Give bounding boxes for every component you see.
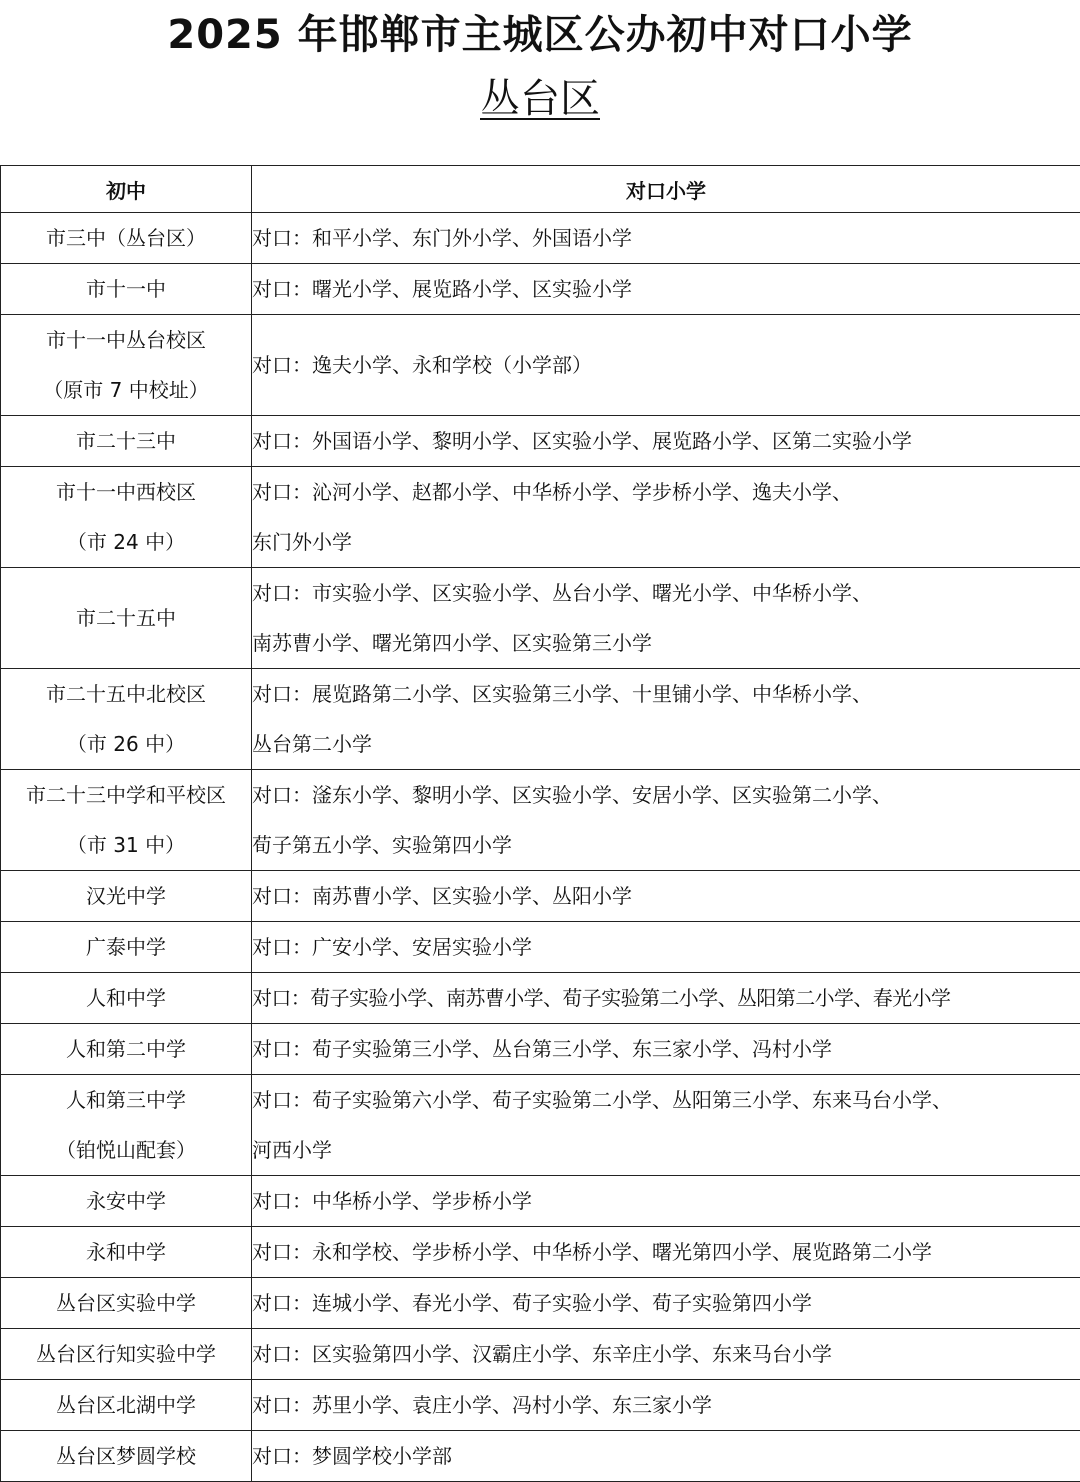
targets-text: 对口：沁河小学、赵都小学、中华桥小学、学步桥小学、逸夫小学、 [252, 467, 1080, 517]
table-row [1, 1431, 1080, 1482]
school-cell [1, 1227, 252, 1278]
school-cell [1, 922, 252, 973]
table-row [1, 264, 1080, 315]
school-cell [1, 1024, 252, 1075]
table-row [1, 1380, 1080, 1431]
school-name: 市十一中西校区 [1, 467, 251, 517]
header-junior-high: 初中 [1, 166, 252, 213]
school-cell [1, 1176, 252, 1227]
targets-cell [252, 1380, 1080, 1431]
table-row [1, 871, 1080, 922]
table-row [1, 568, 1080, 669]
school-note: （市 31 中） [1, 820, 251, 870]
school-name: 人和第二中学 [1, 1024, 251, 1074]
targets-text-continued: 河西小学 [252, 1125, 1080, 1175]
district-subtitle [0, 74, 1080, 124]
table-row [1, 1329, 1080, 1380]
school-note: （原市 7 中校址） [1, 365, 251, 415]
school-note: （市 24 中） [1, 517, 251, 567]
school-cell [1, 1431, 252, 1482]
targets-cell [252, 669, 1080, 770]
school-mapping-table [0, 165, 1080, 1482]
table-row [1, 1176, 1080, 1227]
targets-cell [252, 264, 1080, 315]
targets-cell [252, 568, 1080, 669]
targets-text-continued: 荀子第五小学、实验第四小学 [252, 820, 1080, 870]
targets-text: 对口：逸夫小学、永和学校（小学部） [252, 340, 1080, 390]
school-name: 人和中学 [1, 973, 251, 1023]
school-name: 永安中学 [1, 1176, 251, 1226]
table-row [1, 922, 1080, 973]
targets-text: 对口：苏里小学、袁庄小学、冯村小学、东三家小学 [252, 1380, 1080, 1430]
targets-text: 对口：外国语小学、黎明小学、区实验小学、展览路小学、区第二实验小学 [252, 416, 1080, 466]
school-cell [1, 669, 252, 770]
table-row [1, 973, 1080, 1024]
school-name: 丛台区行知实验中学 [1, 1329, 251, 1379]
table-header-row [1, 166, 1080, 213]
table-row [1, 467, 1080, 568]
school-name: 市二十三中学和平校区 [1, 770, 251, 820]
table-row [1, 1024, 1080, 1075]
targets-cell [252, 1176, 1080, 1227]
targets-cell [252, 922, 1080, 973]
table-row [1, 1227, 1080, 1278]
targets-cell [252, 1227, 1080, 1278]
page-title: 2025 年邯郸市主城区公办初中对口小学 [0, 10, 1080, 60]
school-cell [1, 568, 252, 669]
school-cell [1, 871, 252, 922]
targets-text: 对口：曙光小学、展览路小学、区实验小学 [252, 264, 1080, 314]
school-cell [1, 1075, 252, 1176]
school-name: 市十一中丛台校区 [1, 315, 251, 365]
targets-cell [252, 1329, 1080, 1380]
targets-text: 对口：广安小学、安居实验小学 [252, 922, 1080, 972]
school-name: 丛台区北湖中学 [1, 1380, 251, 1430]
district-subtitle-text: 丛台区 [480, 76, 600, 122]
school-cell [1, 1380, 252, 1431]
targets-text: 对口：区实验第四小学、汉霸庄小学、东辛庄小学、东来马台小学 [252, 1329, 1080, 1379]
targets-text: 对口：滏东小学、黎明小学、区实验小学、安居小学、区实验第二小学、 [252, 770, 1080, 820]
header-target-primary: 对口小学 [252, 166, 1080, 213]
school-name: 丛台区梦圆学校 [1, 1431, 251, 1481]
school-name: 丛台区实验中学 [1, 1278, 251, 1328]
table-row [1, 669, 1080, 770]
targets-cell [252, 1024, 1080, 1075]
school-name: 市三中（丛台区） [1, 213, 251, 263]
targets-text-continued: 丛台第二小学 [252, 719, 1080, 769]
targets-cell [252, 973, 1080, 1024]
targets-text: 对口：连城小学、春光小学、荀子实验小学、荀子实验第四小学 [252, 1278, 1080, 1328]
targets-text: 对口：南苏曹小学、区实验小学、丛阳小学 [252, 871, 1080, 921]
targets-text: 对口：市实验小学、区实验小学、丛台小学、曙光小学、中华桥小学、 [252, 568, 1080, 618]
school-name: 广泰中学 [1, 922, 251, 972]
targets-cell [252, 871, 1080, 922]
school-name: 永和中学 [1, 1227, 251, 1277]
school-cell [1, 467, 252, 568]
targets-cell [252, 213, 1080, 264]
table-row [1, 213, 1080, 264]
targets-text: 对口：永和学校、学步桥小学、中华桥小学、曙光第四小学、展览路第二小学 [252, 1227, 1080, 1277]
targets-text: 对口：梦圆学校小学部 [252, 1431, 1080, 1481]
school-name: 人和第三中学 [1, 1075, 251, 1125]
school-name: 市十一中 [1, 264, 251, 314]
table-row [1, 1075, 1080, 1176]
school-cell [1, 973, 252, 1024]
school-name: 市二十五中 [1, 593, 251, 643]
targets-cell [252, 315, 1080, 416]
school-cell [1, 315, 252, 416]
school-cell [1, 416, 252, 467]
table-row [1, 416, 1080, 467]
targets-cell [252, 467, 1080, 568]
school-cell [1, 770, 252, 871]
targets-text: 对口：荀子实验第三小学、丛台第三小学、东三家小学、冯村小学 [252, 1024, 1080, 1074]
targets-text: 对口：荀子实验小学、南苏曹小学、荀子实验第二小学、丛阳第二小学、春光小学 [252, 973, 1080, 1023]
targets-text: 对口：和平小学、东门外小学、外国语小学 [252, 213, 1080, 263]
targets-text: 对口：中华桥小学、学步桥小学 [252, 1176, 1080, 1226]
school-name: 市二十五中北校区 [1, 669, 251, 719]
targets-cell [252, 1075, 1080, 1176]
targets-cell [252, 416, 1080, 467]
school-cell [1, 1329, 252, 1380]
targets-text-continued: 东门外小学 [252, 517, 1080, 567]
table-row [1, 1278, 1080, 1329]
targets-cell [252, 770, 1080, 871]
school-note: （市 26 中） [1, 719, 251, 769]
targets-cell [252, 1278, 1080, 1329]
school-name: 汉光中学 [1, 871, 251, 921]
targets-text-continued: 南苏曹小学、曙光第四小学、区实验第三小学 [252, 618, 1080, 668]
table-row [1, 770, 1080, 871]
school-cell [1, 264, 252, 315]
school-note: （铂悦山配套） [1, 1125, 251, 1175]
school-name: 市二十三中 [1, 416, 251, 466]
targets-cell [252, 1431, 1080, 1482]
targets-text: 对口：荀子实验第六小学、荀子实验第二小学、丛阳第三小学、东来马台小学、 [252, 1075, 1080, 1125]
targets-text: 对口：展览路第二小学、区实验第三小学、十里铺小学、中华桥小学、 [252, 669, 1080, 719]
table-row [1, 315, 1080, 416]
school-cell [1, 213, 252, 264]
school-cell [1, 1278, 252, 1329]
